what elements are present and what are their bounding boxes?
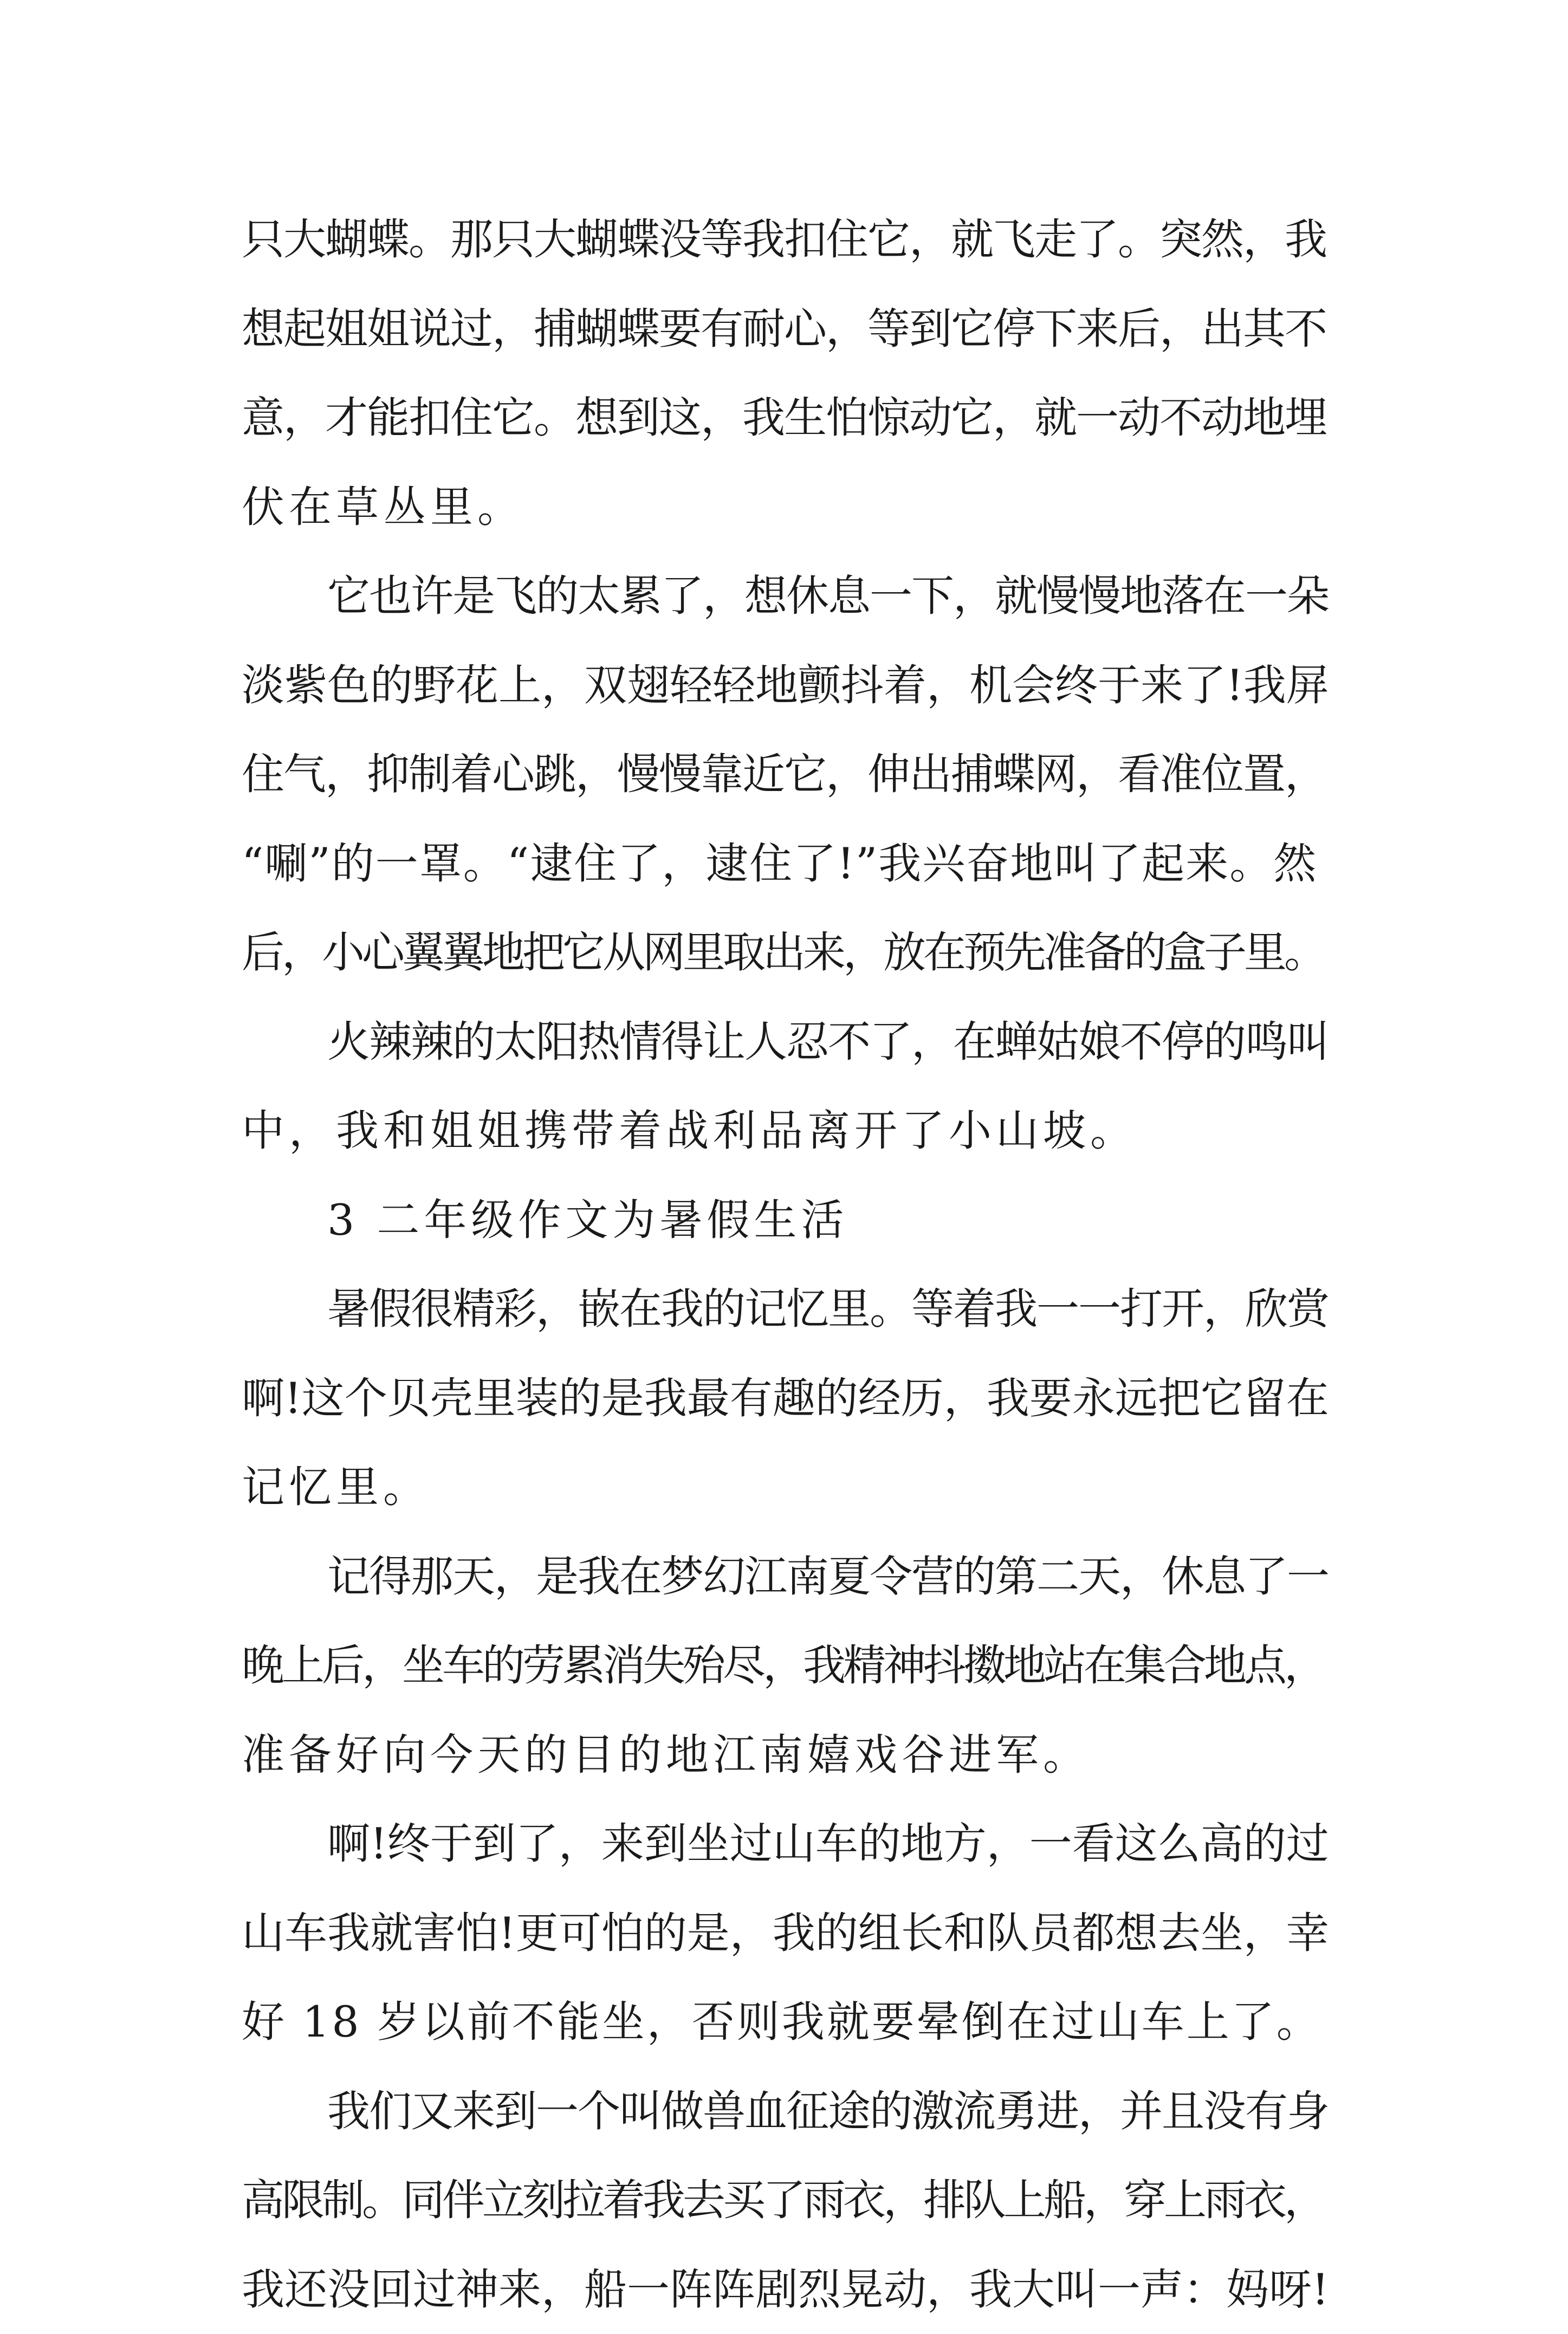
text-line: 记忆里。 (242, 1443, 1331, 1532)
text-line: 火辣辣的太阳热情得让人忍不了，在蝉姑娘不停的鸣叫 (242, 997, 1331, 1087)
text-line: 淡紫色的野花上，双翅轻轻地颤抖着，机会终于来了!我屏 (242, 641, 1331, 730)
text-line: 意，才能扣住它。想到这，我生怕惊动它，就一动不动地埋 (242, 373, 1331, 463)
text-line: 准备好向今天的目的地江南嬉戏谷进军。 (242, 1710, 1331, 1800)
text-line: 住气，抑制着心跳，慢慢靠近它，伸出捕蝶网，看准位置， (242, 730, 1331, 819)
text-line: “唰”的一罩。“逮住了，逮住了!”我兴奋地叫了起来。然 (242, 819, 1331, 909)
text-line: 啊!终于到了，来到坐过山车的地方，一看这么高的过 (242, 1799, 1331, 1889)
text-line: 它也许是飞的太累了，想休息一下，就慢慢地落在一朵 (242, 552, 1331, 641)
text-line: 想起姐姐说过，捕蝴蝶要有耐心，等到它停下来后，出其不 (242, 284, 1331, 374)
text-line: 晚上后，坐车的劳累消失殆尽，我精神抖擞地站在集合地点， (242, 1621, 1331, 1710)
text-line: 3 二年级作文为暑假生活 (242, 1176, 1331, 1265)
text-line: 山车我就害怕!更可怕的是，我的组长和队员都想去坐，幸 (242, 1889, 1331, 1978)
text-line: 好 18 岁以前不能坐，否则我就要晕倒在过山车上了。 (242, 1978, 1331, 2067)
text-line: 啊!这个贝壳里装的是我最有趣的经历，我要永远把它留在 (242, 1354, 1331, 1443)
text-line: 我还没回过神来，船一阵阵剧烈晃动，我大叫一声：妈呀! (242, 2245, 1331, 2334)
text-line: 我们又来到一个叫做兽血征途的激流勇进，并且没有身 (242, 2067, 1331, 2156)
essay-body (242, 195, 1331, 2334)
text-line: 只大蝴蝶。那只大蝴蝶没等我扣住它，就飞走了。突然，我 (242, 195, 1331, 284)
text-line: 伏在草丛里。 (242, 463, 1331, 552)
text-line: 记得那天，是我在梦幻江南夏令营的第二天，休息了一 (242, 1532, 1331, 1622)
text-line: 暑假很精彩，嵌在我的记忆里。等着我一一打开，欣赏 (242, 1265, 1331, 1354)
text-line: 中，我和姐姐携带着战利品离开了小山坡。 (242, 1086, 1331, 1176)
text-line: 后，小心翼翼地把它从网里取出来，放在预先准备的盒子里。 (242, 908, 1331, 997)
text-line: 高限制。同伴立刻拉着我去买了雨衣，排队上船，穿上雨衣， (242, 2156, 1331, 2245)
